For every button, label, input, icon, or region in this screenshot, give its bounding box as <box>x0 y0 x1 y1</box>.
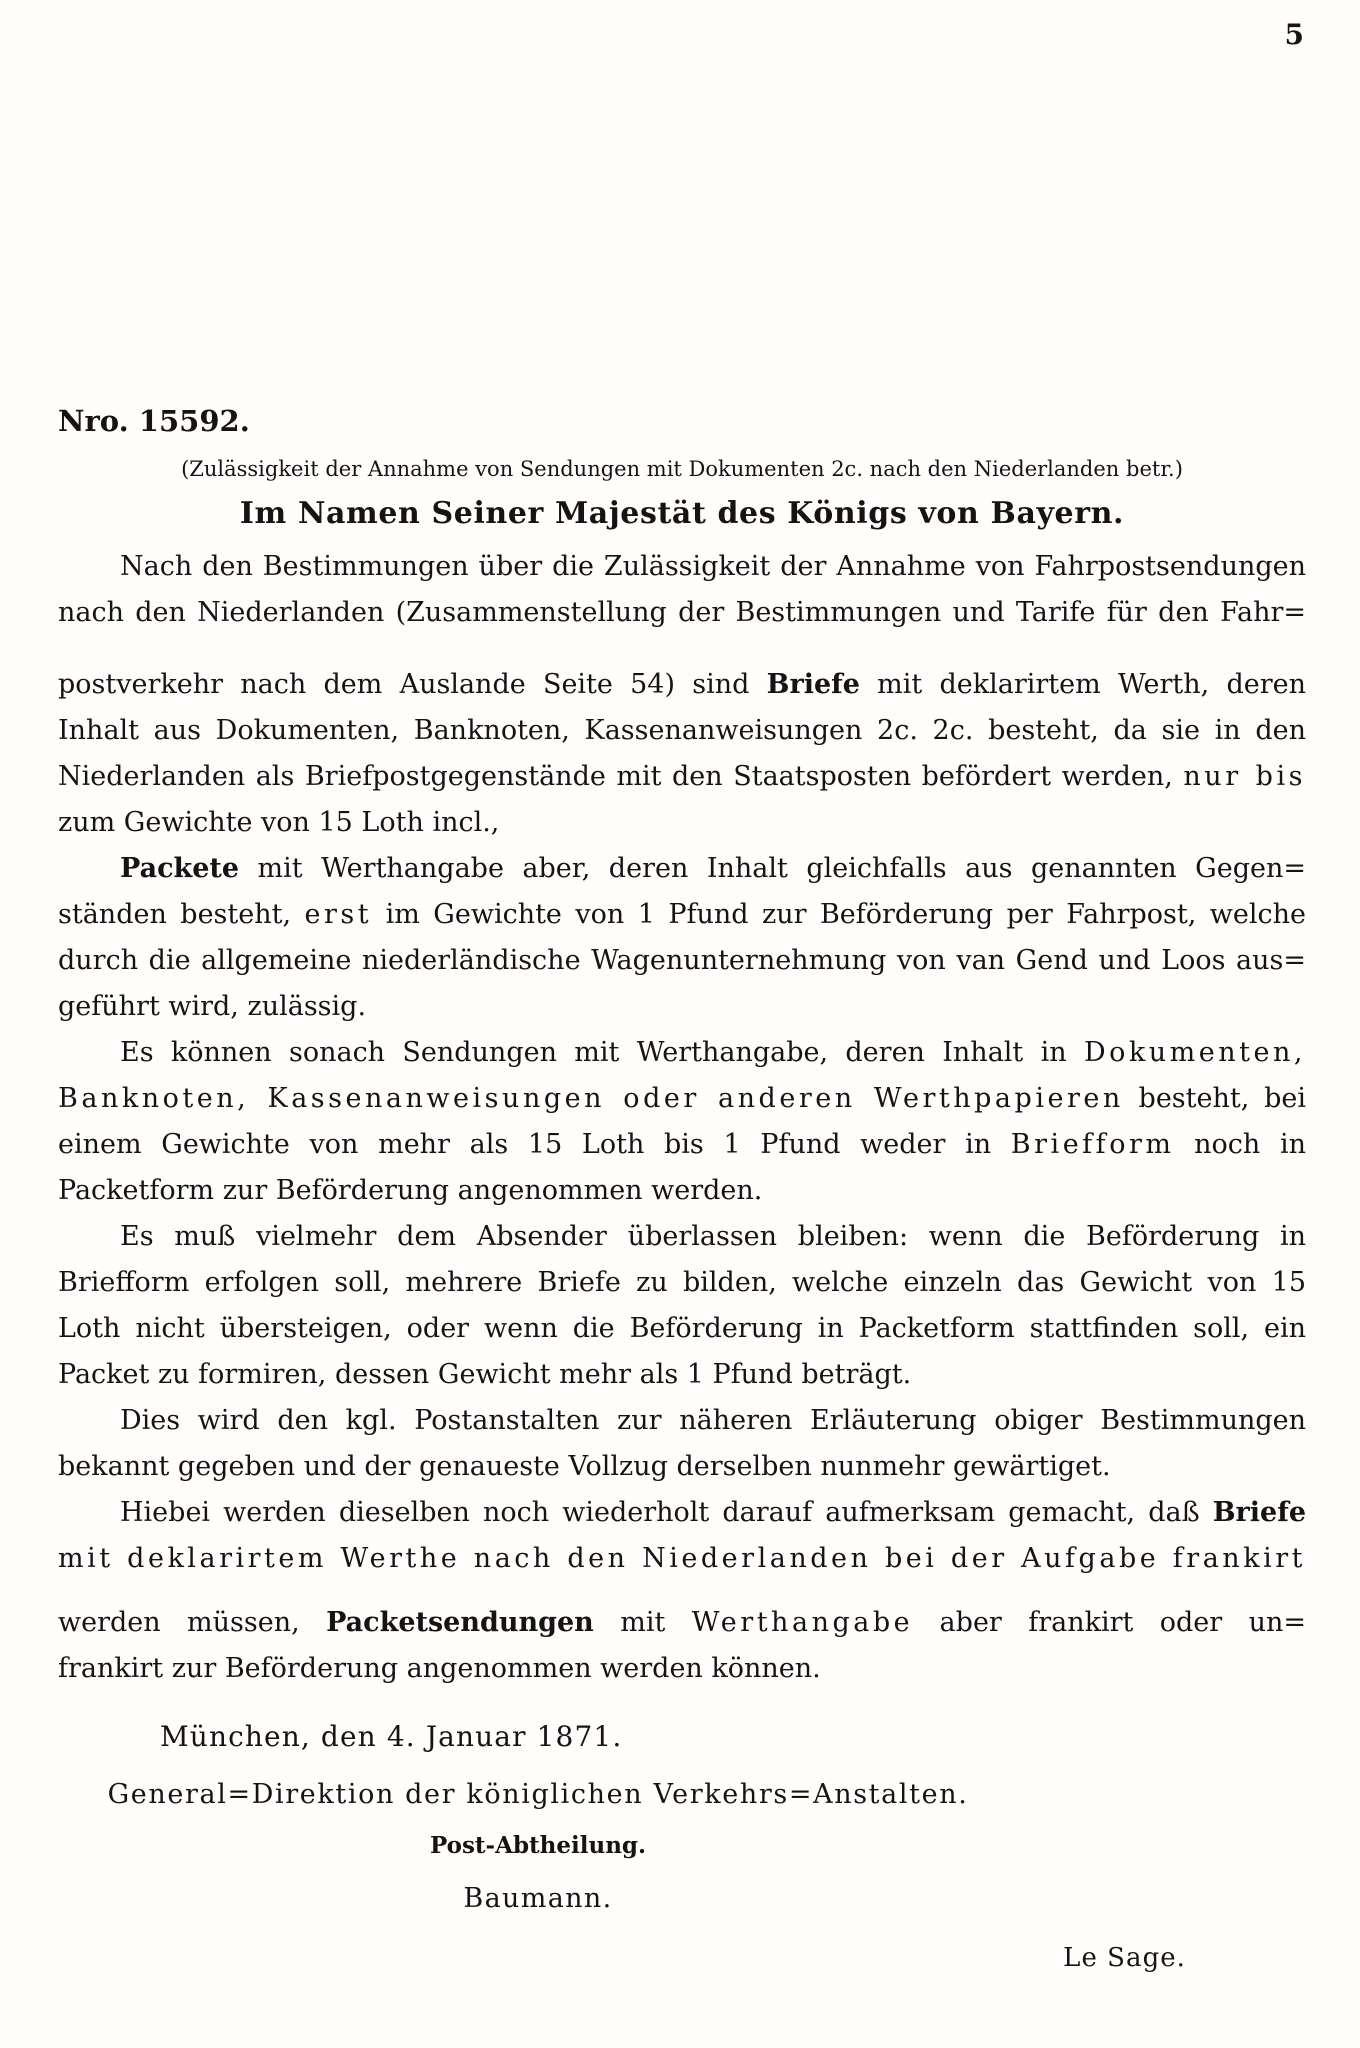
text-line <box>58 1076 1306 1122</box>
body-text: Nach den Bestimmungen über die Zulässigkeit der Annahme von Fahrpostsendungen <box>120 551 1306 582</box>
text-line <box>58 590 1306 636</box>
body-text: Dies wird den kgl. Postanstalten zur näheren Erläuterung obiger Bestimmungen <box>120 1405 1306 1436</box>
text-line <box>58 1122 1306 1168</box>
spaced-text: Werthangabe <box>691 1607 914 1638</box>
signature-block <box>58 1772 1018 1922</box>
emphasis-text: Briefe <box>766 669 860 700</box>
dateline: München, den 4. Januar 1871. <box>160 1720 623 1753</box>
text-line <box>58 708 1306 754</box>
body-text: Packetform zur Beförderung angenommen werden. <box>58 1175 763 1206</box>
body-text: Es können sonach Sendungen mit Werthangabe, deren Inhalt in <box>120 1037 1084 1068</box>
subject-line: (Zulässigkeit der Annahme von Sendungen mit Dokumenten 2c. nach den Niederlanden betr.) <box>181 457 1183 481</box>
spaced-text: erst <box>304 899 373 930</box>
text-line <box>58 892 1306 938</box>
body-text: Niederlanden als Briefpostgegenstände mit den Staatsposten befördert werden, <box>58 761 1184 792</box>
text-line <box>58 1398 1306 1444</box>
document-body <box>58 544 1306 1692</box>
spaced-text: nur bis <box>1183 761 1306 792</box>
text-line <box>58 800 1306 846</box>
body-text: mit deklarirtem Werth, deren <box>859 669 1306 700</box>
body-text: durch die allgemeine niederländische Wagenunternehmung von van Gend und Loos aus= <box>58 945 1306 976</box>
body-text: Inhalt aus Dokumenten, Banknoten, Kassenanweisungen 2c. 2c. besteht, da sie in den <box>58 715 1306 746</box>
body-text: werden müssen, <box>58 1607 327 1638</box>
body-text: mit <box>593 1607 692 1638</box>
text-line <box>58 938 1306 984</box>
body-text: mit Werthangabe aber, deren Inhalt gleichfalls aus genannten Gegen= <box>239 853 1306 884</box>
body-text: Loth nicht übersteigen, oder wenn die Beförderung in Packetform stattfinden soll, ein <box>58 1313 1306 1344</box>
body-text: aber frankirt oder un= <box>913 1607 1306 1638</box>
body-text: geführt wird, zulässig. <box>58 991 367 1022</box>
department-line: Post-Abtheilung. <box>429 1832 647 1859</box>
spaced-text: Banknoten, Kassenanweisungen oder anderen Werthpapieren <box>58 1083 1124 1114</box>
text-line <box>58 1260 1306 1306</box>
text-line <box>58 1352 1306 1398</box>
body-text: im Gewichte von 1 Pfund zur Beförderung per Fahrpost, welche <box>372 899 1307 930</box>
text-line <box>58 1646 1306 1692</box>
body-text: Es muß vielmehr dem Absender überlassen bleiben: wenn die Beförderung in <box>120 1221 1306 1252</box>
body-text: noch in <box>1174 1129 1306 1160</box>
document-content <box>58 398 1306 1980</box>
body-text: nach den Niederlanden (Zusammenstellung der Bestimmungen und Tarife für den Fahr= <box>58 597 1306 628</box>
emphasis-text: Briefe <box>1212 1497 1306 1528</box>
body-text: einem Gewichte von mehr als 15 Loth bis 1 Pfund weder in <box>58 1129 1011 1160</box>
text-line <box>58 754 1306 800</box>
text-line <box>58 1536 1306 1582</box>
authority-line: General=Direktion der königlichen Verkehrs=Anstalten. <box>107 1779 969 1810</box>
body-text: postverkehr nach dem Auslande Seite 54) sind <box>58 669 767 700</box>
body-text: frankirt zur Beförderung angenommen werden können. <box>58 1653 821 1684</box>
document-number: Nro. 15592. <box>58 404 250 438</box>
royal-heading: Im Namen Seiner Majestät des Königs von Bayern. <box>239 496 1125 531</box>
body-text: ständen besteht, <box>58 899 305 930</box>
body-text: Briefform erfolgen soll, mehrere Briefe zu bilden, welche einzeln das Gewicht von 15 <box>58 1267 1306 1298</box>
body-text: Hiebei werden dieselben noch wiederholt darauf aufmerksam gemacht, daß <box>120 1497 1213 1528</box>
signature-name: Baumann. <box>463 1883 613 1914</box>
body-text: besteht, bei <box>1123 1083 1306 1114</box>
emphasis-text: Packete <box>120 853 240 884</box>
text-line <box>58 1214 1306 1260</box>
text-line <box>58 1168 1306 1214</box>
body-text: Packet zu formiren, dessen Gewicht mehr als 1 Pfund beträgt. <box>58 1359 912 1390</box>
spaced-text: Briefform <box>1010 1129 1175 1160</box>
text-line <box>58 846 1306 892</box>
text-line <box>58 984 1306 1030</box>
text-line <box>58 1444 1306 1490</box>
text-line <box>58 1306 1306 1352</box>
text-line <box>58 1030 1306 1076</box>
text-line <box>58 544 1306 590</box>
page-number: 5 <box>1284 18 1304 51</box>
emphasis-text: Packetsendungen <box>326 1607 594 1638</box>
spaced-text: Dokumenten, <box>1083 1037 1306 1068</box>
text-line <box>58 1600 1306 1646</box>
spaced-text: mit deklarirtem Werthe nach den Niederlanden bei der Aufgabe frankirt <box>58 1543 1306 1574</box>
body-text: bekannt gegeben und der genaueste Vollzug derselben nunmehr gewärtiget. <box>58 1451 1111 1482</box>
text-line <box>58 662 1306 708</box>
countersignature-name: Le Sage. <box>1063 1943 1186 1973</box>
text-line <box>58 1490 1306 1536</box>
body-text: zum Gewichte von 15 Loth incl., <box>58 807 500 838</box>
